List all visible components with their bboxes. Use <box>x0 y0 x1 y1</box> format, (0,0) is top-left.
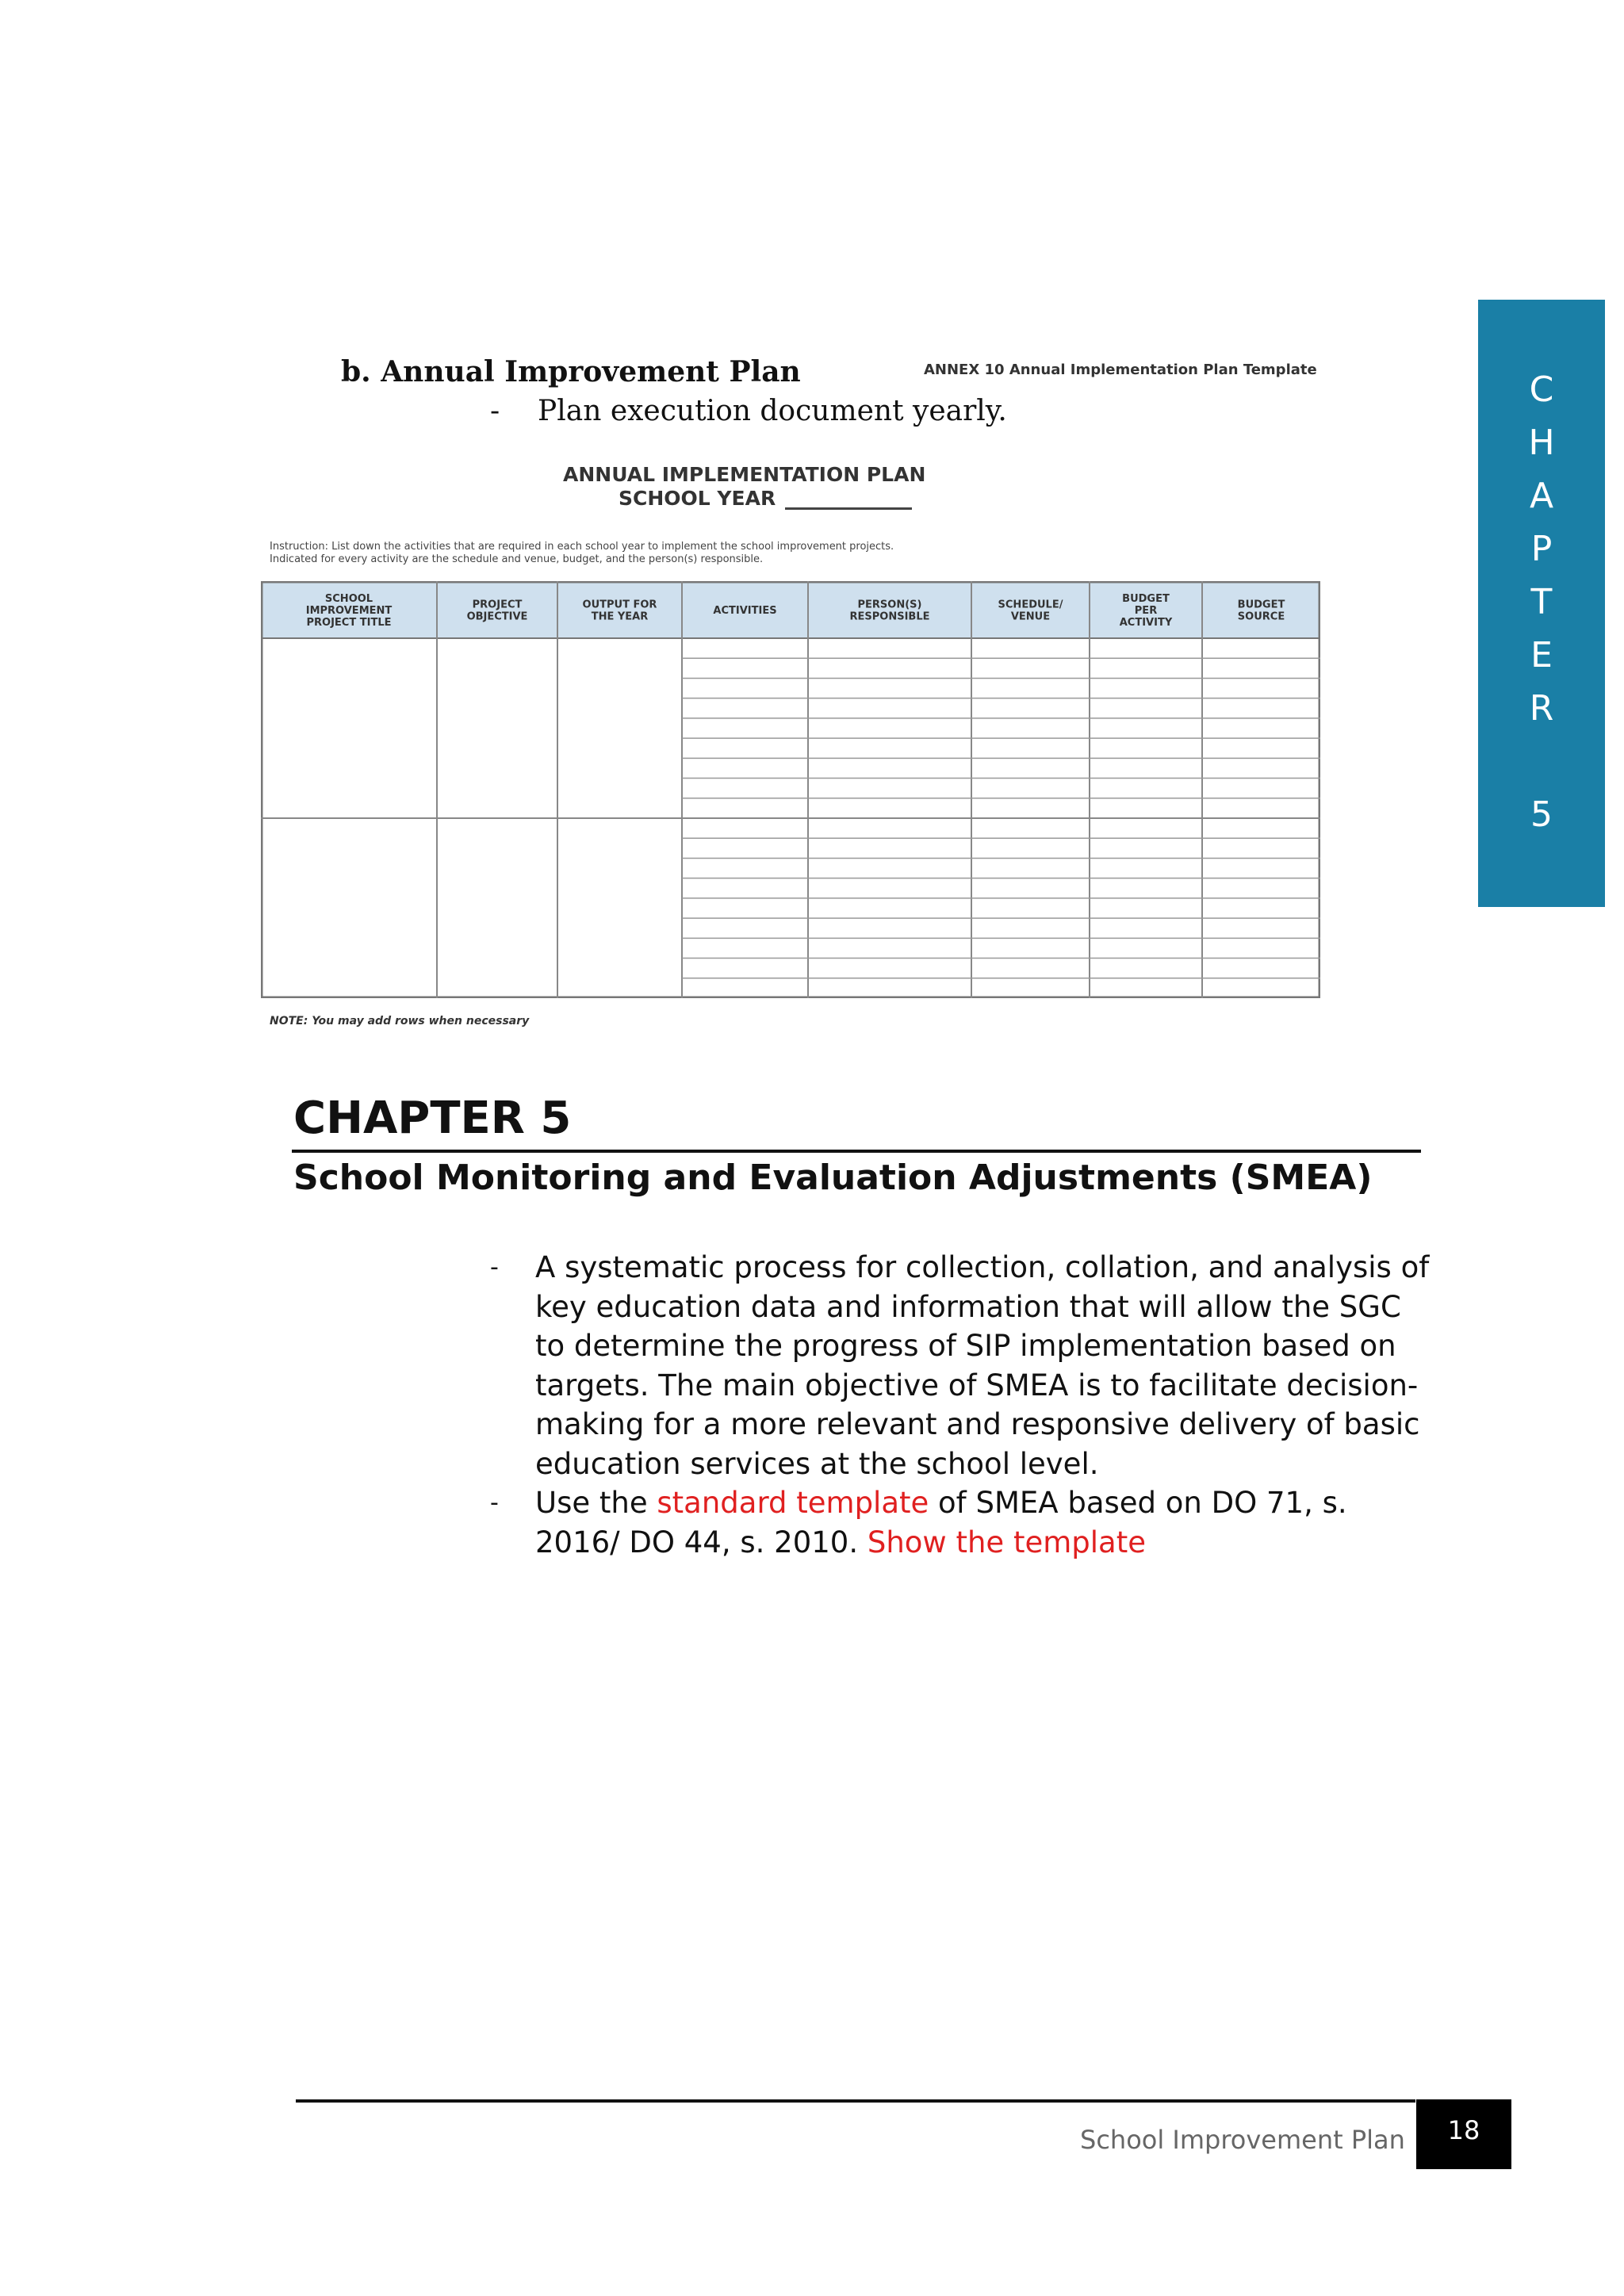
template-table <box>261 581 1320 998</box>
section-heading: b. Annual Improvement Plan <box>341 355 801 388</box>
table-border <box>262 582 1320 997</box>
bullet-text-part: Use the <box>535 1486 657 1520</box>
footer-title: School Improvement Plan <box>1080 2125 1405 2155</box>
side-tab-letter: P <box>1530 529 1553 569</box>
table-header-label: OUTPUT FOR <box>582 599 657 611</box>
annex-label: ANNEX 10 Annual Implementation Plan Template <box>924 362 1317 378</box>
side-tab-letter: A <box>1529 476 1554 516</box>
show-template-link[interactable]: Show the template <box>867 1525 1146 1559</box>
table-header-label: SCHOOL <box>324 593 373 605</box>
chapter-subtitle: School Monitoring and Evaluation Adjustments (SMEA) <box>293 1158 1373 1198</box>
table-header-label: RESPONSIBLE <box>849 610 930 623</box>
table-header-label: BUDGET <box>1122 593 1170 605</box>
bullet-dash: - <box>490 395 500 427</box>
bullet-dash: - <box>490 1489 499 1517</box>
table-header-bg <box>261 581 1320 638</box>
chapter-side-tab <box>1478 300 1605 907</box>
table-header-label: THE YEAR <box>591 610 649 623</box>
bullet-text-part: of SMEA based on DO 71, s. 2016/ DO 44, s. 2010. <box>535 1486 1347 1559</box>
side-tab-letter: H <box>1528 423 1555 463</box>
table-header-label: PERSON(S) <box>857 599 922 611</box>
bullet-dash: - <box>490 1253 499 1281</box>
table-header-label: PER <box>1134 605 1158 617</box>
section-item-text: Plan execution document yearly. <box>538 395 1007 427</box>
table-header-label: VENUE <box>1010 610 1051 623</box>
chapter-title: CHAPTER 5 <box>293 1093 572 1144</box>
template-title: ANNUAL IMPLEMENTATION PLAN <box>563 463 926 486</box>
page-number: 18 <box>1416 2099 1511 2169</box>
table-header-label: PROJECT TITLE <box>306 617 392 629</box>
template-note: NOTE: You may add rows when necessary <box>270 1015 530 1027</box>
footer-divider <box>296 2099 1415 2103</box>
side-tab-letter: 5 <box>1530 794 1553 835</box>
bullet-text: A systematic process for collection, collation, and analysis of key education data and information that will allow the SGC to determine the progress of SIP implementation based on targets. The main objective of SMEA is to facilitate decision-making for a more relevant and responsive delivery of basic education services at the school level. <box>535 1250 1430 1481</box>
table-header-label: IMPROVEMENT <box>305 605 393 617</box>
table-header-label: ACTIVITIES <box>713 605 777 617</box>
table-header-label: SOURCE <box>1237 610 1285 623</box>
table-header-label: ACTIVITY <box>1119 617 1173 629</box>
template-school-year <box>619 487 912 510</box>
standard-template-link[interactable]: standard template <box>657 1486 929 1520</box>
table-header-label: OBJECTIVE <box>466 610 528 623</box>
side-tab-letter: E <box>1530 635 1553 675</box>
side-tab-letter: T <box>1530 582 1553 622</box>
table-header-label: SCHEDULE/ <box>998 599 1063 611</box>
table-header-label: PROJECT <box>472 599 523 611</box>
template-instruction: Instruction: List down the activities that are required in each school year to implement the school improvement projects. <box>270 541 894 553</box>
school-year-blank <box>785 490 912 510</box>
bullet-text <box>535 1483 1431 1562</box>
school-year-label: SCHOOL YEAR <box>619 487 776 510</box>
template-instruction: Indicated for every activity are the schedule and venue, budget, and the person(s) responsible. <box>270 553 764 565</box>
table-header-label: BUDGET <box>1237 599 1285 611</box>
chapter-divider <box>292 1150 1421 1153</box>
side-tab-letter: C <box>1529 369 1554 410</box>
side-tab-letter: R <box>1529 688 1554 729</box>
